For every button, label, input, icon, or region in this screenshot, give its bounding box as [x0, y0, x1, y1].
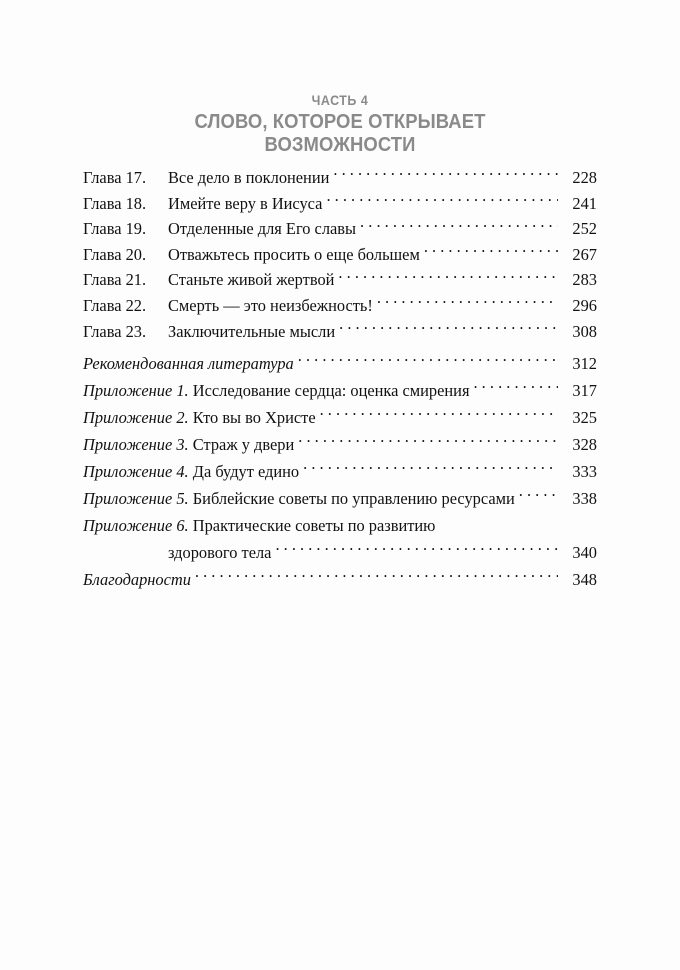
entry-title: Смерть — это неизбежность! [168, 295, 373, 315]
page-number: 267 [572, 244, 597, 264]
dot-leader [326, 192, 558, 208]
entry-label: Глава 22. [83, 295, 147, 315]
page-number: 325 [572, 408, 597, 427]
entry-label: Глава 19. [83, 219, 147, 239]
dot-leader [275, 542, 558, 558]
page-number: 296 [572, 295, 597, 315]
page-number: 348 [572, 570, 597, 589]
dot-leader [333, 167, 558, 183]
appendix-entry[interactable] [83, 404, 597, 431]
dot-leader [338, 269, 558, 285]
chapter-list [83, 165, 597, 344]
page-number: 340 [572, 543, 597, 562]
entry-title-emphasis: Приложение 2. [83, 408, 189, 427]
entry-title: Приложение 3. Страж у двери [83, 435, 295, 454]
page-number: 228 [572, 168, 597, 187]
entry-title: Приложение 2. Кто вы во Христе [83, 408, 316, 427]
entry-label: Глава 18. [83, 193, 147, 213]
dot-leader [320, 407, 558, 423]
entry-title-emphasis: Приложение 6. [83, 516, 189, 535]
dot-leader [519, 488, 558, 504]
entry-title [83, 566, 194, 593]
entry-label: Глава 23. [83, 321, 147, 341]
dot-leader [473, 380, 558, 396]
dot-leader [195, 569, 558, 585]
entry-label: Глава 17. [83, 168, 147, 187]
chapter-entry[interactable] [83, 216, 597, 242]
dot-leader [377, 295, 558, 311]
entry-title: здорового тела [168, 543, 272, 562]
entry-title-emphasis: Приложение 5. [83, 489, 189, 508]
dot-leader [424, 243, 558, 259]
entry-title-emphasis: Приложение 3. [83, 435, 189, 454]
chapter-entry[interactable] [83, 267, 597, 293]
part-title-line-2: ВОЗМОЖНОСТИ [264, 132, 416, 156]
appendix-entry[interactable] [83, 458, 597, 485]
entry-title: Приложение 6. Практические советы по развитию [83, 516, 436, 535]
entry-title: Имейте веру в Иисуса [168, 193, 323, 213]
appendix-entry[interactable] [83, 485, 597, 512]
entry-title: Приложение 4. Да будут едино [83, 462, 300, 481]
page-number: 338 [572, 489, 597, 508]
page-number: 241 [572, 193, 597, 213]
appendix-entry[interactable] [83, 431, 597, 458]
entry-title-emphasis: Приложение 1. [83, 381, 189, 400]
part-number-label: ЧАСТЬ 4 [311, 93, 369, 108]
entry-title: Приложение 5. Библейские советы по управлению ресурсами [83, 489, 515, 508]
chapter-entry[interactable] [83, 191, 597, 217]
page-number: 283 [572, 270, 597, 290]
entry-title: Станьте живой жертвой [168, 270, 335, 290]
page-number: 312 [572, 354, 597, 373]
dot-leader [339, 320, 558, 336]
dot-leader [298, 434, 558, 450]
entry-title-emphasis: Приложение 4. [83, 462, 189, 481]
entry-label: Глава 20. [83, 244, 147, 264]
appendix-list [83, 350, 597, 593]
dot-leader [298, 353, 558, 369]
chapter-entry[interactable] [83, 242, 597, 268]
entry-title: Приложение 1. Исследование сердца: оценка смирения [83, 381, 470, 400]
entry-title-emphasis: Рекомендованная литература [83, 354, 294, 373]
chapter-entry[interactable] [83, 165, 597, 191]
chapter-entry[interactable] [83, 293, 597, 319]
page-number: 317 [572, 381, 597, 400]
appendix-entry[interactable] [83, 350, 597, 377]
page-number: 333 [572, 462, 597, 481]
entry-title: Заключительные мысли [168, 321, 336, 341]
appendix-entry-continuation[interactable] [83, 539, 597, 566]
part-heading [83, 92, 597, 156]
entry-title-emphasis: Благодарности [83, 570, 191, 589]
appendix-entry[interactable] [83, 566, 597, 593]
appendix-entry[interactable] [83, 377, 597, 404]
entry-title: Отделенные для Его славы [168, 219, 357, 239]
entry-title: Отважьтесь просить о еще большем [168, 244, 420, 264]
page-number: 328 [572, 435, 597, 454]
dot-leader [360, 218, 558, 234]
part-title-line-1: СЛОВО, КОТОРОЕ ОТКРЫВАЕТ [194, 110, 486, 133]
chapter-entry[interactable] [83, 319, 597, 345]
page-number: 308 [572, 321, 597, 341]
entry-label: Глава 21. [83, 270, 147, 290]
entry-title [83, 350, 297, 377]
appendix-entry[interactable] [83, 512, 597, 539]
page-number: 252 [572, 219, 597, 239]
entry-title: Все дело в поклонении [168, 168, 330, 187]
dot-leader [303, 461, 558, 477]
